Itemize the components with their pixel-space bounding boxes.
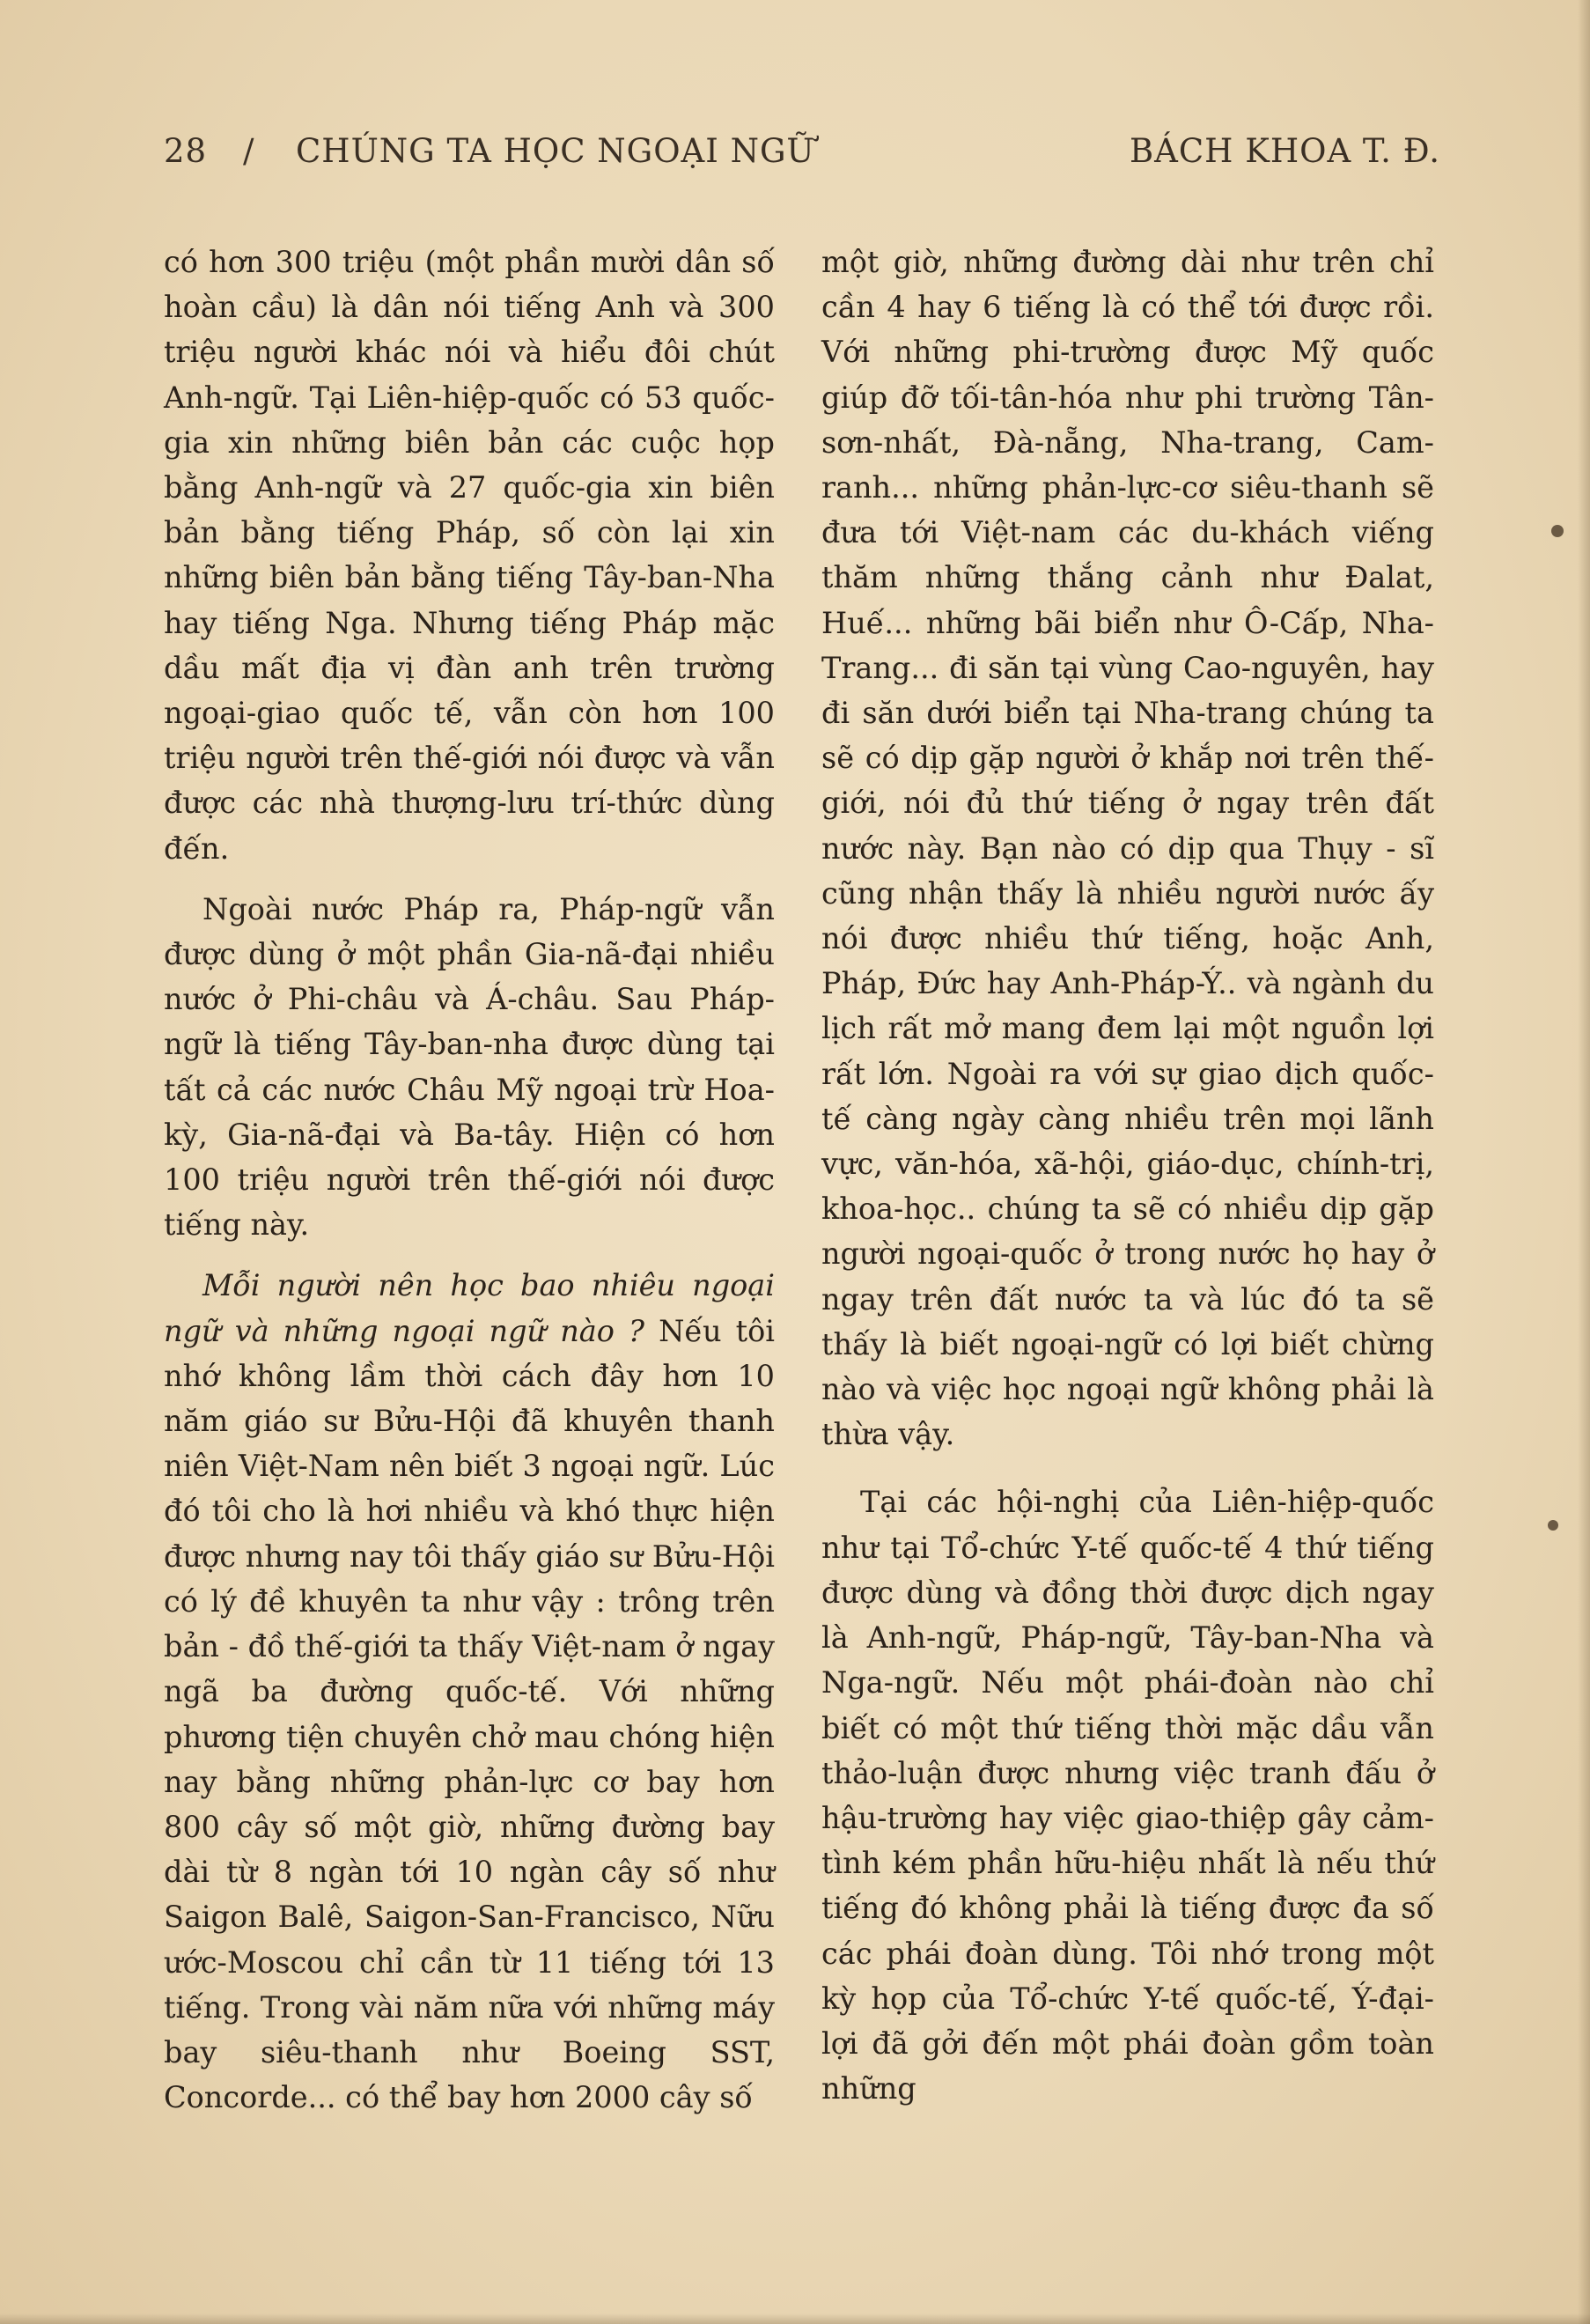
left-text-column xyxy=(164,240,775,2120)
binding-hole-mark xyxy=(1548,1520,1558,1531)
running-header xyxy=(164,132,1440,185)
paragraph-left-3-body: Nếu tôi nhớ không lầm thời cách đây hơn 10 năm giáo sư Bửu-Hội đã khuyên thanh niên Việt-Nam nên biết 3 ngoại ngữ. Lúc đó tôi cho là hơi nhiều và khó thực hiện được nhưng nay tôi thấy giáo sư Bửu-Hội có lý đề khuyên ta như vậy : trông trên bản - đồ thế-giới ta thấy Việt-nam ở ngay ngã ba đường quốc-tế. Với những phương tiện chuyên chở mau chóng hiện nay bằng những phản-lực cơ bay hơn 800 cây số một giờ, những đường bay dài từ 8 ngàn tới 10 ngàn cây số như Saigon Balê, Saigon-San-Francisco, Nữu ước-Moscou chỉ cần từ 11 tiếng tới 13 tiếng. Trong vài năm nữa với những máy bay siêu-thanh như Boeing SST, Concorde... có thể bay hơn 2000 cây số xyxy=(164,1313,776,2115)
article-title: CHÚNG TA HỌC NGOẠI NGỮ xyxy=(296,132,815,170)
paragraph-right-1: một giờ, những đường dài như trên chỉ cần 4 hay 6 tiếng là có thể tới được rồi. Với những phi-trường được Mỹ quốc giúp đỡ tối-tân-hóa như phi trường Tân-sơn-nhất, Đà-nẵng, Nha-trang, Cam-ranh... những phản-lực-cơ siêu-thanh sẽ đưa tới Việt-nam các du-khách viếng thăm những thắng cảnh như Đalat, Huế... những bãi biển như Ô-Cấp, Nha-Trang... đi săn tại vùng Cao-nguyên, hay đi săn dưới biển tại Nha-trang chúng ta sẽ có dịp gặp người ở khắp nơi trên thế-giới, nói đủ thứ tiếng ở ngay trên đất nước này. Bạn nào có dịp qua Thụy - sĩ cũng nhận thấy là nhiều người nước ấy nói được nhiều thứ tiếng, hoặc Anh, Pháp, Đức hay Anh-Pháp-Ý.. và ngành du lịch rất mở mang đem lại một nguồn lợi rất lớn. Ngoài ra với sự giao dịch quốc-tế càng ngày càng nhiều trên mọi lãnh vực, văn-hóa, xã-hội, giáo-dục, chính-trị, khoa-học.. chúng ta sẽ có nhiều dịp gặp người ngoại-quốc ở trong nước họ hay ở ngay trên đất nước ta và lúc đó ta sẽ thấy là biết ngoại-ngữ có lợi biết chừng nào và việc học ngoại ngữ không phải là thừa vậy. xyxy=(821,245,1434,1452)
journal-name: BÁCH KHOA T. Đ. xyxy=(1129,132,1440,170)
paragraph-left-1: có hơn 300 triệu (một phần mười dân số hoàn cầu) là dân nói tiếng Anh và 300 triệu người khác nói và hiểu đôi chút Anh-ngữ. Tại Liên-hiệp-quốc có 53 quốc-gia xin những biên bản các cuộc họp bằng Anh-ngữ và 27 quốc-gia xin biên bản bằng tiếng Pháp, số còn lại xin những biên bản bằng tiếng Tây-ban-Nha hay tiếng Nga. Nhưng tiếng Pháp mặc dầu mất địa vị đàn anh trên trường ngoại-giao quốc tế, vẫn còn hơn 100 triệu người trên thế-giới nói được và vẫn được các nhà thượng-lưu trí-thức dùng đến. xyxy=(164,245,775,866)
right-text-column xyxy=(821,240,1434,2111)
page-edge-shadow-right xyxy=(1578,0,1590,2324)
paragraph-right-2: Tại các hội-nghị của Liên-hiệp-quốc như tại Tổ-chức Y-tế quốc-tế 4 thứ tiếng được dùng và đồng thời được dịch ngay là Anh-ngữ, Pháp-ngữ, Tây-ban-Nha và Nga-ngữ. Nếu một phái-đoàn nào chỉ biết có một thứ tiếng thời mặc dầu vẫn thảo-luận được nhưng việc tranh đấu ở hậu-trường hay việc giao-thiệp gây cảm-tình kém phần hữu-hiệu nhất là nếu thứ tiếng đó không phải là tiếng được đa số các phái đoàn dùng. Tôi nhớ trong một kỳ họp của Tổ-chức Y-tế quốc-tế, Ý-đại-lợi đã gởi đến một phái đoàn gồm toàn những xyxy=(821,1485,1434,2106)
header-separator: / xyxy=(243,132,255,170)
page-number: 28 xyxy=(164,132,208,170)
binding-hole-mark xyxy=(1551,525,1564,537)
question-italic: Mỗi người nên học bao nhiêu ngoại ngữ và những ngoại ngữ nào ? xyxy=(164,1268,775,1348)
paragraph-left-2: Ngoài nước Pháp ra, Pháp-ngữ vẫn được dùng ở một phần Gia-nã-đại nhiều nước ở Phi-châu và Á-châu. Sau Pháp-ngữ là tiếng Tây-ban-nha được dùng tại tất cả các nước Châu Mỹ ngoại trừ Hoa-kỳ, Gia-nã-đại và Ba-tây. Hiện có hơn 100 triệu người trên thế-giới nói được tiếng này. xyxy=(164,891,775,1243)
paragraph-left-3 xyxy=(164,1263,775,2120)
page-edge-shadow-bottom xyxy=(0,2313,1590,2324)
